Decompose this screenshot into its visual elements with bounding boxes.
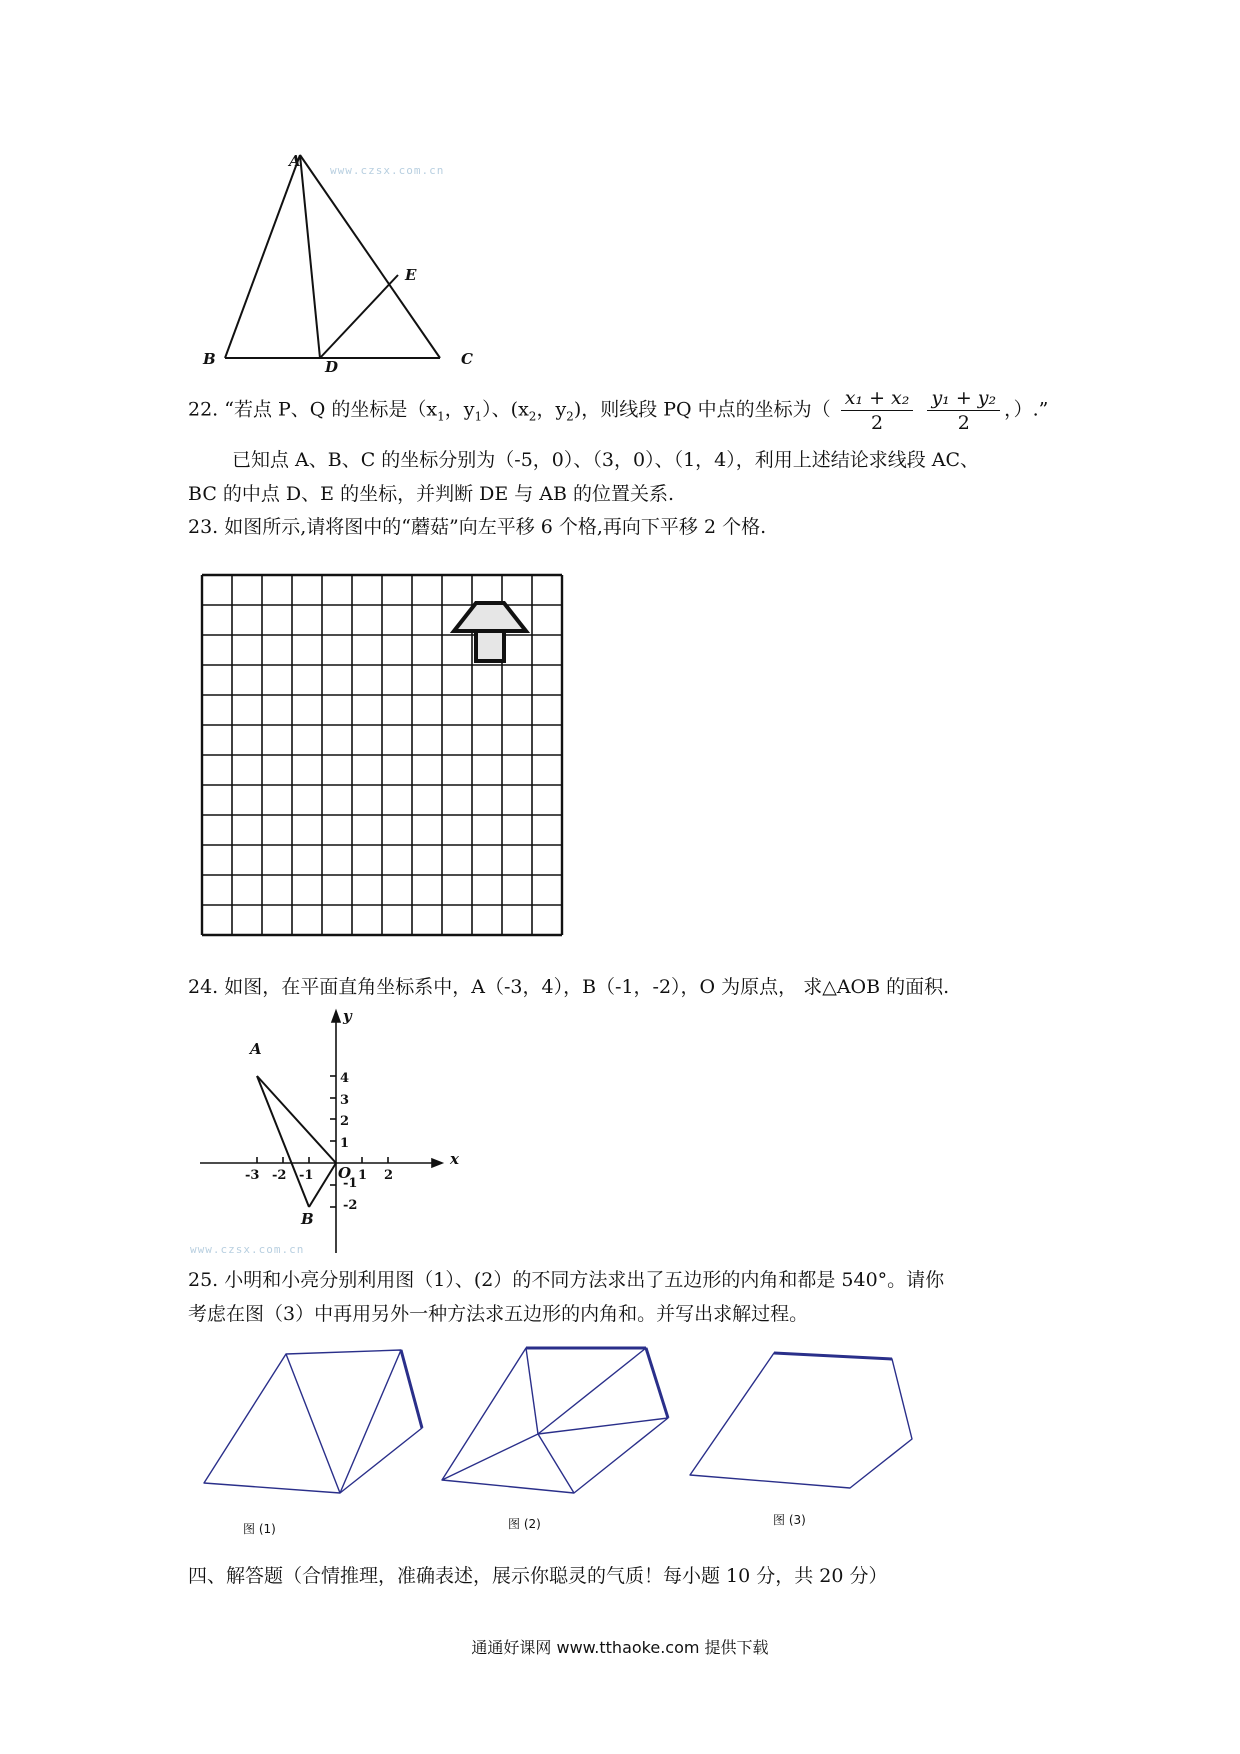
fig21-label-a: A	[289, 152, 301, 170]
question-number: 22.	[188, 398, 219, 421]
question-25-line1: 25. 小明和小亮分别利用图（1）、(2）的不同方法求出了五边形的内角和都是 540°。请你	[188, 1269, 945, 1291]
x-tick-label: -1	[299, 1168, 314, 1183]
figure-caption-2: 图 (2)	[508, 1517, 541, 1531]
coordinate-plane	[190, 1005, 470, 1260]
mushroom-shape	[454, 603, 526, 661]
fig21-label-d: D	[325, 358, 339, 376]
x-tick-label: -3	[245, 1168, 260, 1183]
x-tick-label: 1	[358, 1168, 368, 1183]
fig21-label-e: E	[405, 266, 417, 284]
question-22-line3: BC 的中点 D、E 的坐标，并判断 DE 与 AB 的位置关系.	[188, 483, 675, 505]
axis-y-label: y	[343, 1007, 352, 1025]
figure-caption-3: 图 (3)	[773, 1513, 806, 1527]
triangle-figure	[190, 145, 490, 375]
question-25-line2: 考虑在图（3）中再用另外一种方法求五边形的内角和。并写出求解过程。	[188, 1303, 809, 1325]
point-a-label: A	[250, 1040, 262, 1058]
axis-x-label: x	[450, 1150, 459, 1168]
fig21-label-b: B	[203, 350, 216, 368]
pentagon-figures	[190, 1340, 930, 1500]
question-22-line2: 已知点 A、B、C 的坐标分别为（-5，0）、（3，0）、（1，4），利用上述结论求线段 AC、	[232, 449, 980, 471]
page-footer: 通通好课网 www.tthaoke.com 提供下载	[471, 1638, 769, 1657]
midpoint-y-fraction: $\frac{\text{y₁ + y₂}}{2}$	[927, 386, 1000, 435]
question-23: 23. 如图所示,请将图中的“蘑菇”向左平移 6 个格,再向下平移 2 个格.	[188, 516, 767, 538]
fig21-label-c: C	[461, 350, 473, 368]
question-22-line1: 22. “若点 P、Q 的坐标是（$x_1$，$y_1$）、($x_2$，$y_2$)，则线段 PQ 中点的坐标为（ $\frac{\text{x₁ + x₂}}{2}$ $\frac{\text{y₁ + y₂}}{2}$ ，）.”	[188, 387, 1049, 434]
watermark: www.czsx.com.cn	[190, 1243, 305, 1256]
y-tick-labels-neg: -1 -2	[343, 1176, 358, 1213]
figure-caption-1: 图 (1)	[243, 1522, 276, 1536]
x-tick-label: -2	[272, 1168, 287, 1183]
question-24: 24. 如图，在平面直角坐标系中，A（-3，4），B（-1，-2），O 为原点， 求△AOB 的面积.	[188, 976, 950, 998]
section-4-heading: 四、解答题（合情推理，准确表述，展示你聪灵的气质！每小题 10 分，共 20 分）	[188, 1565, 888, 1587]
mushroom-grid	[200, 573, 566, 937]
origin-label: O	[338, 1164, 352, 1182]
watermark: www.czsx.com.cn	[330, 164, 445, 177]
x-tick-label: 2	[384, 1168, 394, 1183]
midpoint-x-fraction: $\frac{\text{x₁ + x₂}}{2}$	[841, 386, 914, 435]
y-tick-labels-pos: 4 3 2 1	[340, 1071, 350, 1151]
point-b-label: B	[301, 1210, 314, 1228]
